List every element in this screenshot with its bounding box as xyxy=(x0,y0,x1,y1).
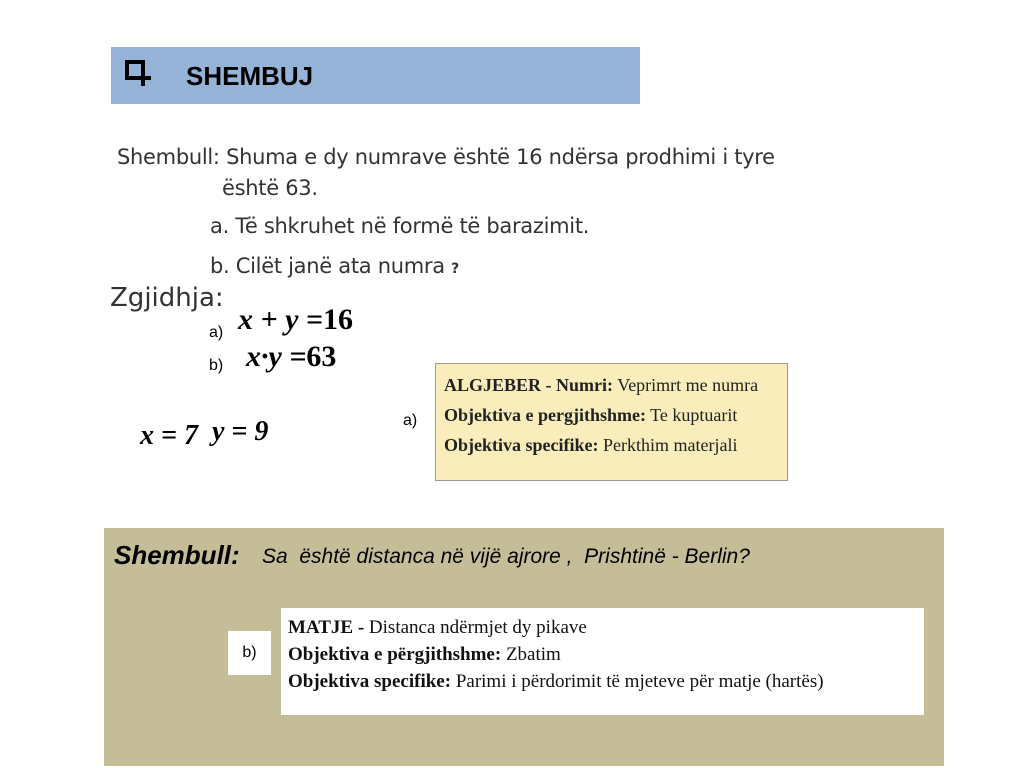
equation-product xyxy=(246,340,336,374)
checkbox-bullet-icon xyxy=(125,60,145,80)
box-b-row-value: Zbatim xyxy=(501,644,561,665)
example-2-question: Sa është distanca në vijë ajrore , Prishtinë - Berlin? xyxy=(262,545,750,568)
box-a-row-key: Objektiva e pergjithshme: xyxy=(444,405,646,425)
slide-title: SHEMBUJ xyxy=(186,61,314,91)
example-2-lead: Shembull: xyxy=(114,540,240,570)
box-a-row xyxy=(444,400,787,430)
box-a-row-key: Objektiva specifike: xyxy=(444,435,599,455)
solution-label-b: b) xyxy=(209,357,224,374)
problem-item-a: a. Të shkruhet në formë të barazimit. xyxy=(210,214,590,238)
answer-y: y = 9 xyxy=(212,416,269,447)
problem-item-b-text: b. Cilët janë ata numra xyxy=(210,254,445,278)
equation-sum-lhs: x + y = xyxy=(238,303,324,336)
equation-product-rhs: 63 xyxy=(306,340,337,373)
box-b-label: b) xyxy=(228,631,271,675)
example-2-panel xyxy=(104,528,944,766)
box-a-row xyxy=(444,370,787,400)
question-mark: ? xyxy=(451,261,459,277)
problem-line-2: është 63. xyxy=(222,176,318,200)
box-a-row-value: Te kuptuarit xyxy=(645,405,738,425)
problem-item-b xyxy=(210,254,459,278)
measurement-objectives-box xyxy=(281,608,924,715)
box-b-row xyxy=(288,668,924,695)
box-a-row xyxy=(444,430,787,460)
box-b-row-key: Objektiva e përgjithshme: xyxy=(288,644,502,665)
box-a-row-value: Veprimrt me numra xyxy=(613,375,759,395)
box-a-label: a) xyxy=(403,412,418,429)
solution-label-a: a) xyxy=(209,324,224,341)
answer-x: x = 7 xyxy=(140,420,198,451)
equation-sum xyxy=(238,303,353,337)
box-b-row-value: Parimi i përdorimit të mjeteve për matje (hartës) xyxy=(451,671,824,692)
equation-sum-rhs: 16 xyxy=(323,303,354,336)
equation-product-lhs: x·y = xyxy=(246,340,307,373)
box-b-row xyxy=(288,641,924,668)
box-b-row-key: Objektiva specifike: xyxy=(288,671,452,692)
problem-line-1: Shembull: Shuma e dy numrave është 16 ndërsa prodhimi i tyre xyxy=(117,145,775,169)
algebra-objectives-box xyxy=(435,363,788,481)
box-b-row-value: Distanca ndërmjet dy pikave xyxy=(364,617,587,638)
title-bar xyxy=(111,47,640,104)
box-a-row-key: ALGJEBER - Numri: xyxy=(444,375,614,395)
box-b-row-key: MATJE - xyxy=(288,617,365,638)
solution-heading: Zgjidhja: xyxy=(110,283,224,313)
box-b-row xyxy=(288,614,924,641)
box-a-row-value: Perkthim materjali xyxy=(598,435,738,455)
